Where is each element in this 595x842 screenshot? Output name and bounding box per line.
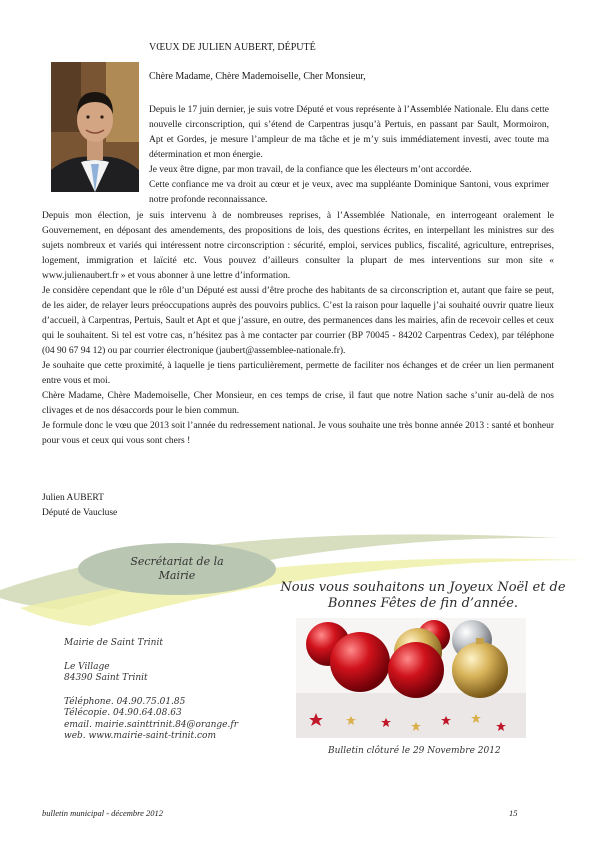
christmas-ornaments-image xyxy=(296,618,526,738)
letter-title: VŒUX DE JULIEN AUBERT, DÉPUTÉ xyxy=(149,42,316,53)
address-line2: 84390 Saint Trinit xyxy=(64,673,148,683)
address-line1: Le Village xyxy=(64,661,110,672)
letter-intro xyxy=(149,103,549,208)
phone-number: Téléphone. 04.90.75.01.85 xyxy=(64,696,186,707)
body-paragraph: Chère Madame, Chère Mademoiselle, Cher Monsieur, en ces temps de crise, il faut que notre Nation sache s’unir au-delà de nos clivages et de nos désaccords pour le bien commun. xyxy=(42,391,554,416)
mairie-name: Mairie de Saint Trinit xyxy=(64,638,163,648)
deputy-portrait-photo xyxy=(51,62,139,192)
secretariat-badge-line2: Mairie xyxy=(158,569,196,582)
signature-name: Julien AUBERT xyxy=(42,493,104,503)
letter-body xyxy=(42,209,554,449)
footer-publication: bulletin municipal - décembre 2012 xyxy=(42,808,164,818)
intro-paragraph: Je veux être digne, par mon travail, de la confiance que les électeurs m’ont accordée. xyxy=(149,165,472,175)
body-paragraph: Je formule donc le vœu que 2013 soit l’année du redressement national. Je vous souhaite une très bonne année 2013 : santé et bonheur pour vous et ceux qui vous sont chers ! xyxy=(42,421,554,446)
body-paragraph: Depuis mon élection, je suis intervenu à de nombreuses reprises, à l’Assemblée Nationale, en interrogeant oralement le Gouvernement, en déposant des amendements, des propositions de lois, des questions écrites, en interpellant les ministres sur des sujets nombreux et variés qui intéressent notre circonscription : sécurité, emploi, services publics, fiscalité, agriculture, entreprises, logement, immigration et laïcité etc. Vous pouvez d’ailleurs consulter la plupart de mes interventions sur mon site « www.julienaubert.fr » et vous abonner à une lettre d’information. xyxy=(42,211,554,281)
bulletin-closing-note: Bulletin clôturé le 29 Novembre 2012 xyxy=(328,746,501,756)
holiday-greeting xyxy=(278,580,568,612)
body-paragraph: Je souhaite que cette proximité, à laquelle je tiens particulièrement, permette de faciliter nos échanges et de créer un lien permanent entre vous et moi. xyxy=(42,361,554,386)
greeting-line2: Bonnes Fêtes de fin d’année. xyxy=(327,596,519,611)
letter-salutation: Chère Madame, Chère Mademoiselle, Cher Monsieur, xyxy=(149,71,366,82)
body-paragraph: Je considère cependant que le rôle d’un Député est aussi d’être proche des habitants de sa circonscription et, autant que faire se peut, de les aider, de relayer leurs préoccupations auprès des pouvoirs publics. C’est la raison pour laquelle j’ai souhaité ouvrir quatre lieux d’accueil, à Carpentras, Pertuis, Sault et Apt et que j’assure, en outre, des permanences dans les mairies, afin de recevoir celles et ceux qui le souhaitent. Si tel est votre cas, n’hésitez pas à me contacter par courrier (BP 70045 - 84202 Carpentras Cedex), par téléphone (04 90 67 94 12) ou par courrier électronique (jaubert@assemblee-nationale.fr). xyxy=(42,286,554,356)
secretariat-badge xyxy=(78,543,276,595)
fax-number: Télécopie. 04.90.64.08.63 xyxy=(64,708,182,718)
mairie-contact-block xyxy=(64,638,238,743)
website-address: web. www.mairie-saint-trinit.com xyxy=(64,731,217,741)
footer-page-number: 15 xyxy=(509,808,518,818)
email-address: email. mairie.sainttrinit.84@orange.fr xyxy=(64,719,238,730)
secretariat-badge-line1: Secrétariat de la xyxy=(130,555,224,568)
signature-title: Député de Vaucluse xyxy=(42,508,118,518)
intro-paragraph: Depuis le 17 juin dernier, je suis votre Député et vous représente à l’Assemblée Nationale. Elu dans cette nouvelle circonscription, qui s’étend de Carpentras jusqu’à Pertuis, en passant par Sault, Mormoiron, Apt et Gordes, je mesure l’ampleur de ma tâche et je m’y suis immédiatement investi, avec toute ma détermination et mon énergie. xyxy=(149,105,549,160)
greeting-line1: Nous vous souhaitons un Joyeux Noël et de xyxy=(280,580,566,595)
intro-paragraph: Cette confiance me va droit au cœur et je veux, avec ma suppléante Dominique Santoni, vous exprimer notre profonde reconnaissance. xyxy=(149,180,549,205)
